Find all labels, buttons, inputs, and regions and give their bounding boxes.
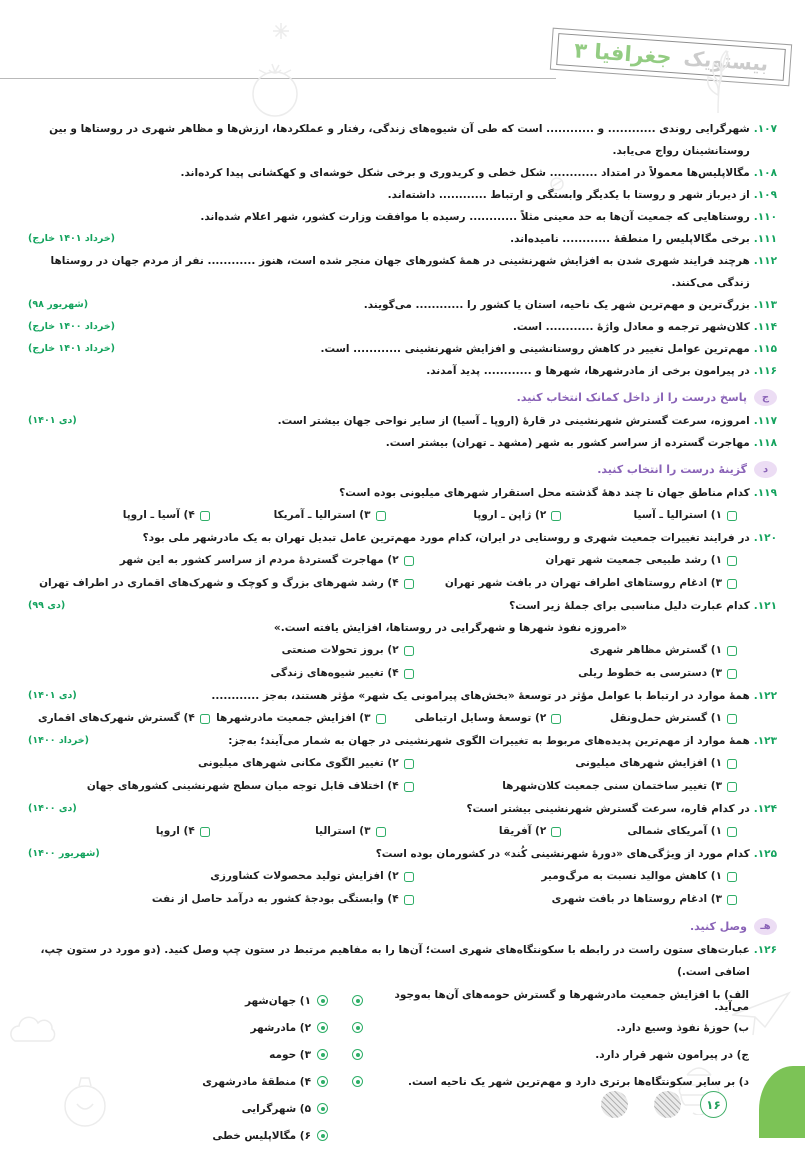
- matching-statement-d: [352, 1068, 749, 1095]
- option-label: ۴) رشد شهرهای بزرگ و کوچک و شهرک‌های اقماری در اطراف تهران: [39, 577, 399, 589]
- term-text: ۵) شهرگرایی: [241, 1102, 312, 1115]
- question-number: ۱۱۷.: [753, 415, 777, 427]
- option-4: [34, 504, 210, 527]
- connector-dot[interactable]: [352, 995, 363, 1006]
- question-text: هرچند فرایند شهری شدن به افزایش شهرنشینی در همهٔ کشورهای جهان منجر شده است، هنوز ............ نفر از مردم جهان در روستاها زندگی می‌کنند.: [50, 255, 750, 289]
- question-114: [28, 316, 777, 338]
- question-text: در فرایند تغییرات جمعیت شهری و روستایی در ایران، کدام مورد مهم‌ترین عامل تبدیل تهران به یک مادرشهر ملی بود؟: [142, 532, 750, 544]
- question-113: [28, 294, 777, 316]
- option-checkbox[interactable]: [404, 895, 414, 905]
- options-row: [28, 504, 777, 527]
- question-125: [28, 843, 777, 865]
- matching-term-4: [126, 1068, 328, 1095]
- option-label: ۲) توسعهٔ وسایل ارتباطی: [414, 712, 547, 724]
- exam-source-tag: (دی ۹۹): [28, 600, 66, 611]
- question-126: [28, 939, 777, 983]
- matching-term-2: [126, 1014, 328, 1041]
- matching-area: [28, 987, 777, 1149]
- question-number: ۱۱۳.: [753, 299, 777, 311]
- question-number: ۱۱۵.: [753, 343, 777, 355]
- option-label: ۲) آفریقا: [498, 825, 547, 837]
- option-1: [414, 752, 737, 775]
- exam-source-tag: (دی ۱۴۰۱): [28, 415, 77, 426]
- question-text: شهرگرایی روندی ............ و ............ است که طی آن شیوه‌های زندگی، رفتار و عملکردها، ارزش‌ها و مظاهر شهری در روستاها و بین روستانشینان رواج می‌یابد.: [49, 123, 750, 157]
- option-4: [34, 572, 414, 595]
- question-number: ۱۱۴.: [753, 321, 777, 333]
- statement-text: ج) در پیرامون شهر قرار دارد.: [595, 1048, 749, 1061]
- decorative-hatched-circle: [601, 1091, 628, 1118]
- option-checkbox[interactable]: [200, 511, 210, 521]
- option-3: [414, 888, 737, 911]
- question-number: ۱۲۴.: [753, 803, 777, 815]
- book-logo-frame: [556, 33, 786, 81]
- option-label: ۳) تغییر ساختمان سنی جمعیت کلان‌شهرها: [502, 780, 722, 792]
- statement-text: د) بر سایر سکونتگاه‌ها برتری دارد و مهم‌ترین شهر یک ناحیه است.: [408, 1075, 749, 1088]
- option-checkbox[interactable]: [404, 579, 414, 589]
- connector-dot[interactable]: [317, 1130, 328, 1141]
- option-checkbox[interactable]: [200, 827, 210, 837]
- question-number: ۱۰۷.: [753, 123, 777, 135]
- option-checkbox[interactable]: [404, 669, 414, 679]
- option-label: ۱) کاهش موالید نسبت به مرگ‌ومیر: [541, 870, 722, 882]
- question-number: ۱۲۵.: [753, 848, 777, 860]
- option-3: [414, 572, 737, 595]
- option-label: ۱) آمریکای شمالی: [627, 825, 722, 837]
- section-header-d: [28, 456, 777, 482]
- option-label: ۱) گسترش حمل‌ونقل: [609, 712, 722, 724]
- option-3: [210, 504, 386, 527]
- exam-source-tag: (خرداد ۱۴۰۱ خارج): [28, 343, 116, 354]
- question-110: [28, 206, 777, 228]
- option-label: ۱) گسترش مظاهر شهری: [589, 644, 722, 656]
- question-number: ۱۲۶.: [753, 944, 777, 956]
- logo-book-title: جغرافیا ۳: [573, 38, 673, 70]
- exam-source-tag: (خرداد ۱۴۰۱ خارج): [28, 233, 116, 244]
- question-number: ۱۰۹.: [753, 189, 777, 201]
- option-2: [386, 820, 562, 843]
- option-checkbox[interactable]: [727, 895, 737, 905]
- option-checkbox[interactable]: [727, 556, 737, 566]
- option-label: ۲) بروز تحولات صنعتی: [281, 644, 399, 656]
- question-number: ۱۲۱.: [753, 600, 777, 612]
- connector-dot[interactable]: [352, 1076, 363, 1087]
- question-text: در پیرامون برخی از مادرشهرها، شهرها و ............ پدید آمدند.: [426, 365, 750, 377]
- term-text: ۴) منطقهٔ مادرشهری: [202, 1075, 312, 1088]
- logo-brand-text: بیستویک: [682, 45, 769, 76]
- question-number: ۱۱۶.: [753, 365, 777, 377]
- connector-dot[interactable]: [317, 1049, 328, 1060]
- option-checkbox[interactable]: [727, 782, 737, 792]
- connector-dot[interactable]: [317, 1076, 328, 1087]
- option-3: [414, 662, 737, 685]
- option-checkbox[interactable]: [551, 511, 561, 521]
- option-2: [386, 707, 562, 730]
- option-2: [34, 865, 414, 888]
- question-text: مهم‌ترین عوامل تغییر در کاهش روستانشینی و افزایش شهرنشینی ............ است.: [320, 343, 750, 355]
- term-text: ۳) حومه: [269, 1048, 312, 1061]
- exam-source-tag: (دی ۱۴۰۱): [28, 690, 77, 701]
- options-row: [28, 820, 777, 843]
- tomato-doodle: [245, 52, 305, 122]
- section-header-j: [28, 384, 777, 410]
- option-2: [34, 639, 414, 662]
- option-checkbox[interactable]: [551, 714, 561, 724]
- question-118: [28, 432, 777, 454]
- option-1: [414, 865, 737, 888]
- section-badge: د: [754, 461, 777, 478]
- question-text: کدام مناطق جهان تا چند دهۀ گذشته محل استقرار شهرهای میلیونی بوده است؟: [339, 487, 750, 499]
- connector-dot[interactable]: [317, 1022, 328, 1033]
- question-112: [28, 250, 777, 294]
- options-grid: [28, 752, 777, 798]
- question-text: مگالاپلیس‌ها معمولاً در امتداد ............ شکل خطی و کریدوری و برخی شکل خوشه‌ای و کهکشانی پیدا کرده‌اند.: [180, 167, 750, 179]
- question-124: [28, 798, 777, 820]
- options-grid: [28, 639, 777, 685]
- question-number: ۱۲۲.: [753, 690, 777, 702]
- question-text: همهٔ موارد از مهم‌ترین پدیده‌های مربوط به تغییرات الگوی شهرنشینی در جهان به شمار می‌آیند؛ به‌جز:: [228, 735, 750, 747]
- option-checkbox[interactable]: [404, 759, 414, 769]
- question-111: [28, 228, 777, 250]
- option-checkbox[interactable]: [727, 511, 737, 521]
- options-grid: [28, 549, 777, 595]
- option-label: ۴) اختلاف قابل توجه میان سطح شهرنشینی کشورهای جهان: [86, 780, 399, 792]
- option-label: ۴) تغییر شیوه‌های زندگی: [270, 667, 399, 679]
- option-2: [386, 504, 562, 527]
- wheat-doodle: [693, 45, 743, 115]
- section-title: گزینهٔ درست را انتخاب کنید.: [597, 462, 747, 476]
- question-text: بزرگ‌ترین و مهم‌ترین شهر یک ناحیه، استان یا کشور را ............ می‌گویند.: [363, 299, 750, 311]
- question-116: [28, 360, 777, 382]
- option-label: ۲) تغییر الگوی مکانی شهرهای میلیونی: [198, 757, 399, 769]
- options-row: [28, 707, 777, 730]
- option-checkbox[interactable]: [727, 579, 737, 589]
- exam-source-tag: (شهریور ۹۸): [28, 299, 89, 310]
- question-text: برخی مگالاپلیس را منطقهٔ ............ نامیده‌اند.: [510, 233, 750, 245]
- section-title: وصل کنید.: [689, 919, 747, 933]
- option-checkbox[interactable]: [551, 827, 561, 837]
- option-checkbox[interactable]: [727, 759, 737, 769]
- question-number: ۱۱۲.: [753, 255, 777, 267]
- question-115: [28, 338, 777, 360]
- exam-source-tag: (شهریور ۱۴۰۰): [28, 848, 100, 859]
- matching-statement-a: [352, 987, 749, 1014]
- option-label: ۳) افزایش جمعیت مادرشهرها: [216, 712, 371, 724]
- option-label: ۳) استرالیا: [315, 825, 371, 837]
- question-text: همهٔ موارد در ارتباط با عوامل مؤثر در توسعهٔ «بخش‌های پیرامونی یک شهر» مؤثر هستند، به‌جز ............: [211, 690, 750, 702]
- option-checkbox[interactable]: [727, 714, 737, 724]
- connector-dot[interactable]: [317, 995, 328, 1006]
- option-4: [34, 888, 414, 911]
- question-text: روستاهایی که جمعیت آن‌ها به حد معینی مثلاً ............ رسیده با موافقت وزارت کشور، شهر اعلام شده‌اند.: [200, 211, 750, 223]
- section-badge: هـ: [754, 918, 777, 935]
- question-121: [28, 595, 777, 617]
- option-checkbox[interactable]: [404, 556, 414, 566]
- matching-statement-b: [352, 1014, 749, 1041]
- exam-source-tag: (خرداد ۱۴۰۰ خارج): [28, 321, 116, 332]
- matching-term-6: [126, 1122, 328, 1149]
- question-120: [28, 527, 777, 549]
- option-label: ۱) افزایش شهرهای میلیونی: [575, 757, 722, 769]
- matching-term-1: [126, 987, 328, 1014]
- question-text: در کدام قاره، سرعت گسترش شهرنشینی بیشتر است؟: [466, 803, 750, 815]
- option-checkbox[interactable]: [376, 827, 386, 837]
- question-number: ۱۱۰.: [753, 211, 777, 223]
- option-4: [34, 820, 210, 843]
- question-text: کلان‌شهر ترجمه و معادل واژهٔ ............ است.: [512, 321, 750, 333]
- section-badge: ج: [754, 389, 777, 406]
- question-text: مهاجرت گسترده از سراسر کشور به شهر (مشهد ـ تهران) بیشتر است.: [385, 437, 750, 449]
- question-text: از دیرباز شهر و روستا با یکدیگر وابستگی و ارتباط ............ داشته‌اند.: [387, 189, 750, 201]
- question-123: [28, 730, 777, 752]
- matching-term-3: [126, 1041, 328, 1068]
- question-text: کدام مورد از ویژگی‌های «دورهٔ شهرنشینی کُند» در کشورمان بوده است؟: [375, 848, 750, 860]
- option-checkbox[interactable]: [727, 827, 737, 837]
- question-text: کدام عبارت دلیل مناسبی برای جملهٔ زیر است؟: [509, 600, 750, 612]
- option-label: ۲) ژاپن ـ اروپا: [473, 509, 547, 521]
- question-text: عبارت‌های ستون راست در رابطه با سکونتگاه‌های شهری است؛ آن‌ها را به مفاهیم مرتبط در ستون چپ وصل کنید. (دو مورد در ستون چپ، اضافی است.): [40, 944, 750, 978]
- question-117: [28, 410, 777, 432]
- option-label: ۳) دسترسی به خطوط ریلی: [578, 667, 722, 679]
- option-1: [561, 707, 737, 730]
- option-3: [414, 775, 737, 798]
- option-1: [414, 549, 737, 572]
- option-checkbox[interactable]: [404, 782, 414, 792]
- option-label: ۱) رشد طبیعی جمعیت شهر تهران: [545, 554, 722, 566]
- question-119: [28, 482, 777, 504]
- option-3: [210, 820, 386, 843]
- option-label: ۳) استرالیا ـ آمریکا: [273, 509, 371, 521]
- option-4: [34, 662, 414, 685]
- option-label: ۱) استرالیا ـ آسیا: [633, 509, 722, 521]
- matching-left-column: [126, 987, 328, 1149]
- option-checkbox[interactable]: [404, 872, 414, 882]
- option-checkbox[interactable]: [376, 511, 386, 521]
- option-4: [34, 775, 414, 798]
- question-quote: «امروزه نفوذ شهرها و شهرگرایی در روستاها، افزایش یافته است.»: [273, 622, 627, 634]
- question-number: ۱۱۹.: [753, 487, 777, 499]
- question-number: ۱۱۸.: [753, 437, 777, 449]
- question-107: [28, 118, 777, 162]
- sparkle-doodle: [272, 22, 290, 40]
- connector-dot[interactable]: [352, 1022, 363, 1033]
- option-2: [34, 752, 414, 775]
- option-label: ۴) اروپا: [155, 825, 195, 837]
- exam-source-tag: (خرداد ۱۴۰۰): [28, 735, 89, 746]
- matching-statement-j: [352, 1041, 749, 1068]
- question-text: امروزه، سرعت گسترش شهرنشینی در قارهٔ (اروپا ـ آسیا) از سایر نواحی جهان بیشتر است.: [277, 415, 750, 427]
- option-checkbox[interactable]: [727, 872, 737, 882]
- option-1: [561, 820, 737, 843]
- option-label: ۲) افزایش تولید محصولات کشاورزی: [210, 870, 399, 882]
- option-checkbox[interactable]: [727, 646, 737, 656]
- book-logo: [549, 28, 792, 87]
- term-text: ۱) جهان‌شهر: [244, 994, 312, 1007]
- option-4: [34, 707, 210, 730]
- option-checkbox[interactable]: [404, 646, 414, 656]
- page-number-badge: ۱۶: [700, 1091, 727, 1118]
- option-label: ۴) آسیا ـ اروپا: [122, 509, 195, 521]
- question-122: [28, 685, 777, 707]
- option-label: ۲) مهاجرت گستردهٔ مردم از سراسر کشور به این شهر: [119, 554, 399, 566]
- connector-dot[interactable]: [317, 1103, 328, 1114]
- question-number: ۱۲۳.: [753, 735, 777, 747]
- option-label: ۳) ادغام روستاها در بافت شهری: [551, 893, 722, 905]
- options-grid: [28, 865, 777, 911]
- question-109: [28, 184, 777, 206]
- connector-dot[interactable]: [352, 1049, 363, 1060]
- option-1: [561, 504, 737, 527]
- question-number: ۱۱۱.: [753, 233, 777, 245]
- option-label: ۴) گسترش شهرک‌های اقماری: [37, 712, 195, 724]
- option-1: [414, 639, 737, 662]
- statement-text: الف) با افزایش جمعیت مادرشهرها و گسترش حومه‌های آن‌ها به‌وجود می‌آید.: [394, 988, 749, 1013]
- question-number: ۱۲۰.: [753, 532, 777, 544]
- option-3: [210, 707, 386, 730]
- option-checkbox[interactable]: [376, 714, 386, 724]
- question-108: [28, 162, 777, 184]
- matching-term-5: [126, 1095, 328, 1122]
- matching-right-column: [352, 987, 749, 1149]
- option-2: [34, 549, 414, 572]
- exam-source-tag: (دی ۱۴۰۰): [28, 803, 77, 814]
- term-text: ۶) مگالاپلیس خطی: [212, 1129, 312, 1142]
- option-label: ۳) ادغام روستاهای اطراف تهران در بافت شهر تهران: [444, 577, 722, 589]
- question-number: ۱۰۸.: [753, 167, 777, 179]
- option-checkbox[interactable]: [727, 669, 737, 679]
- term-text: ۲) مادرشهر: [250, 1021, 312, 1034]
- statement-text: ب) حوزهٔ نفوذ وسیع دارد.: [616, 1021, 749, 1034]
- section-header-h: [28, 913, 777, 939]
- option-checkbox[interactable]: [200, 714, 210, 724]
- section-title: پاسخ درست را از داخل کمانک انتخاب کنید.: [516, 390, 747, 404]
- decorative-hatched-circle: [654, 1091, 681, 1118]
- questions-area: [28, 118, 777, 1149]
- option-label: ۴) وابستگی بودجهٔ کشور به درآمد حاصل از نفت: [151, 893, 399, 905]
